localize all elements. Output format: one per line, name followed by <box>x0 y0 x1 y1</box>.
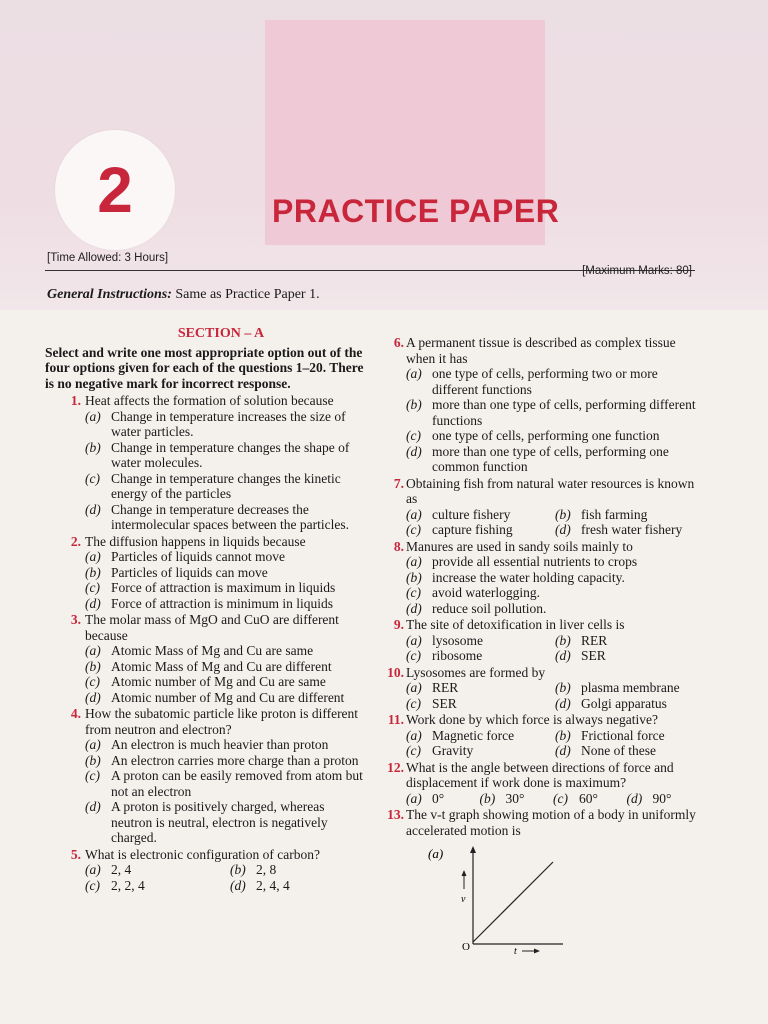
option-text: RER <box>432 680 459 695</box>
option <box>406 601 696 617</box>
option-text: 30° <box>505 790 525 806</box>
option-letter: (a) <box>406 680 422 695</box>
option-text: Change in temperature decreases the intermolecular spaces between the particles. <box>111 501 350 532</box>
option <box>85 737 367 753</box>
question-number: 10. <box>387 664 404 680</box>
option <box>555 633 696 649</box>
option-letter: (b) <box>85 658 101 674</box>
option <box>85 768 367 799</box>
option <box>406 680 547 696</box>
y-axis-label: v <box>461 894 466 905</box>
question <box>384 476 696 538</box>
option-text: None of these <box>581 743 656 758</box>
option-letter: (b) <box>555 680 571 695</box>
option-text: Force of attraction is maximum in liquids <box>111 580 336 595</box>
option-text: A proton is positively charged, whereas neutron is neutral, electron is negatively charged. <box>111 799 328 845</box>
option <box>555 743 696 759</box>
x-axis-label: t <box>514 946 517 954</box>
origin-label: O <box>462 941 470 953</box>
question-number: 5. <box>70 846 81 862</box>
question <box>45 612 367 705</box>
left-question-list <box>45 393 367 893</box>
option <box>627 791 697 807</box>
option-text: RER <box>581 632 608 648</box>
option-letter: (d) <box>555 522 571 537</box>
option-letter: (d) <box>85 595 101 611</box>
option <box>85 878 222 894</box>
option <box>85 659 367 675</box>
option-letter: (d) <box>406 443 422 459</box>
option <box>85 753 367 769</box>
option-text: Atomic number of Mg and Cu are different <box>111 689 345 705</box>
question-text: What is the angle between directions of force and displacement if work done is maximum? <box>406 759 674 790</box>
option-text: SER <box>581 648 606 663</box>
question-number: 8. <box>393 538 404 554</box>
option-text: Change in temperature changes the shape of water molecules. <box>111 439 350 470</box>
option-text: one type of cells, performing one function <box>432 428 660 443</box>
question-number: 11. <box>387 712 404 727</box>
option <box>85 799 367 846</box>
option-letter: (a) <box>406 790 422 806</box>
option-text: Atomic Mass of Mg and Cu are same <box>111 643 314 658</box>
option <box>85 690 367 706</box>
general-instructions-text: Same as Practice Paper 1. <box>171 287 320 302</box>
option-text: plasma membrane <box>581 680 680 695</box>
option <box>85 596 367 612</box>
question-text: How the subatomic particle like proton is different from neutron and electron? <box>85 706 359 737</box>
question-number: 12. <box>387 759 404 775</box>
option-text: Change in temperature increases the size of water particles. <box>111 408 346 439</box>
option <box>555 696 696 712</box>
option <box>555 648 696 664</box>
option <box>555 522 696 538</box>
question <box>384 807 696 958</box>
option-text: Atomic number of Mg and Cu are same <box>111 674 326 689</box>
option-text: fresh water fishery <box>581 522 683 537</box>
question-number: 9. <box>393 617 404 632</box>
option <box>555 680 696 696</box>
option-text: more than one type of cells, performing different functions <box>432 397 696 428</box>
option <box>85 580 367 596</box>
option <box>230 878 367 894</box>
option-letter: (a) <box>406 632 422 648</box>
option-text: Frictional force <box>581 727 665 743</box>
y-axis-arrow-icon <box>470 846 476 853</box>
question <box>384 760 696 807</box>
option-grid <box>406 791 696 807</box>
right-question-list <box>384 335 696 958</box>
paper-number: 2 <box>97 154 133 226</box>
option <box>406 570 696 586</box>
option-letter: (b) <box>230 862 246 877</box>
option-letter: (c) <box>85 674 100 689</box>
option-text: Atomic Mass of Mg and Cu are different <box>111 658 332 674</box>
option-letter: (b) <box>479 790 496 806</box>
question-text: Obtaining fish from natural water resources is known as <box>406 475 695 506</box>
option <box>406 791 476 807</box>
question-text: The site of detoxification in liver cells is <box>406 617 625 632</box>
option-grid <box>406 633 696 664</box>
option-letter: (c) <box>406 695 421 711</box>
option <box>406 743 547 759</box>
option <box>553 791 623 807</box>
question <box>45 393 367 533</box>
question <box>384 617 696 664</box>
option-text: Particles of liquids cannot move <box>111 549 285 564</box>
option-text: fish farming <box>581 506 648 522</box>
question-number: 4. <box>70 706 81 721</box>
question-text: The v-t graph showing motion of a body in uniformly accelerated motion is <box>406 807 696 838</box>
option-text: culture fishery <box>432 506 511 522</box>
option-letter: (b) <box>555 727 571 743</box>
option-letter: (d) <box>626 790 643 806</box>
question <box>45 706 367 846</box>
question-text: What is electronic configuration of carbon? <box>85 846 321 862</box>
option <box>480 791 550 807</box>
option-text: one type of cells, performing two or more different functions <box>432 366 658 397</box>
maximum-marks: [Maximum Marks: 80] <box>582 265 692 277</box>
option <box>406 554 696 570</box>
option-text: Magnetic force <box>432 727 515 743</box>
question-text: Heat affects the formation of solution because <box>85 393 334 408</box>
option-grid <box>406 728 696 759</box>
question <box>45 847 367 894</box>
option-text: 2, 8 <box>256 862 277 877</box>
option-text: An electron is much heavier than proton <box>111 737 329 752</box>
option-letter: (c) <box>85 877 100 893</box>
option-text: Gravity <box>432 743 474 758</box>
option-letter: (a) <box>85 549 101 564</box>
vt-graph <box>428 844 696 958</box>
question-number: 13. <box>387 807 404 822</box>
option <box>406 585 696 601</box>
option-letter: (d) <box>85 799 101 814</box>
left-column <box>45 326 367 893</box>
option-letter: (c) <box>406 522 421 537</box>
paper-number-badge <box>55 130 175 250</box>
option-letter: (a) <box>85 643 101 658</box>
option-text: capture fishing <box>432 522 513 537</box>
option-text: 2, 2, 4 <box>111 877 145 893</box>
option-text: avoid waterlogging. <box>432 585 540 600</box>
option-letter: (b) <box>85 752 101 768</box>
question <box>384 335 696 475</box>
option-text: 0° <box>432 790 445 806</box>
option-letter: (c) <box>85 470 100 486</box>
option <box>406 366 696 397</box>
option <box>85 409 367 440</box>
option-letter: (a) <box>406 366 422 381</box>
option-text: SER <box>432 695 457 711</box>
question-number: 1. <box>70 393 81 408</box>
option-text: 90° <box>652 790 672 806</box>
option <box>85 565 367 581</box>
option-text: Force of attraction is minimum in liquids <box>111 595 333 611</box>
question <box>384 712 696 759</box>
option <box>406 428 696 444</box>
option-letter: (c) <box>406 648 421 663</box>
option-letter: (b) <box>555 632 571 648</box>
vt-line <box>473 862 553 942</box>
graph-option-label: (a) <box>428 846 444 861</box>
option <box>230 862 367 878</box>
general-instructions <box>47 287 320 303</box>
option-letter: (c) <box>406 585 421 600</box>
option-letter: (c) <box>553 790 568 806</box>
option-letter: (d) <box>85 501 101 517</box>
option <box>406 522 547 538</box>
option-letter: (b) <box>555 506 571 522</box>
option-letter: (d) <box>555 648 571 663</box>
question-number: 3. <box>70 612 81 627</box>
vt-graph-svg <box>428 844 568 954</box>
option-letter: (d) <box>555 743 571 758</box>
option-grid <box>406 680 696 711</box>
option <box>85 502 367 533</box>
option-letter: (d) <box>555 695 571 711</box>
question <box>384 665 696 712</box>
option <box>85 440 367 471</box>
option <box>406 507 547 523</box>
right-column <box>384 334 696 958</box>
option-text: Change in temperature changes the kinetic energy of the particles <box>111 470 341 501</box>
question <box>45 534 367 612</box>
question-number: 6. <box>393 335 404 350</box>
option-text: ribosome <box>432 648 483 663</box>
option <box>406 633 547 649</box>
option <box>406 444 696 475</box>
option-text: Particles of liquids can move <box>111 564 268 580</box>
option <box>555 507 696 523</box>
question-text: Work done by which force is always negative? <box>406 712 658 727</box>
option-letter: (c) <box>85 768 100 783</box>
option-text: increase the water holding capacity. <box>432 569 625 585</box>
section-title: SECTION – A <box>177 326 265 341</box>
option <box>406 696 547 712</box>
option <box>85 549 367 565</box>
time-allowed: [Time Allowed: 3 Hours] <box>47 252 169 264</box>
option <box>85 471 367 502</box>
option <box>85 862 222 878</box>
option <box>406 648 547 664</box>
general-instructions-label: General Instructions: <box>47 287 172 302</box>
option <box>85 643 367 659</box>
option-grid <box>406 507 696 538</box>
page-title: PRACTICE PAPER <box>272 193 560 229</box>
t-arrow-icon <box>534 949 540 954</box>
option-text: 2, 4 <box>111 862 132 877</box>
option-text: A proton can be easily removed from atom but not an electron <box>111 768 363 799</box>
option-letter: (a) <box>406 727 422 743</box>
option-letter: (b) <box>406 569 422 585</box>
option <box>406 728 547 744</box>
option <box>85 674 367 690</box>
option <box>555 728 696 744</box>
option-letter: (b) <box>406 397 422 412</box>
question-text: Lysosomes are formed by <box>406 664 546 680</box>
option-letter: (d) <box>230 877 246 893</box>
question-text: A permanent tissue is described as complex tissue when it has <box>406 335 676 366</box>
option-text: An electron carries more charge than a proton <box>111 752 359 768</box>
option-text: 2, 4, 4 <box>256 877 290 893</box>
option-grid <box>85 862 367 893</box>
question-text: Manures are used in sandy soils mainly to <box>406 538 633 554</box>
option-letter: (b) <box>85 439 101 455</box>
option-letter: (a) <box>85 408 101 424</box>
option-text: provide all essential nutrients to crops <box>432 554 638 569</box>
question-number: 7. <box>393 475 404 491</box>
option-letter: (a) <box>85 737 101 752</box>
question-text: The molar mass of MgO and CuO are different because <box>85 612 339 643</box>
option-text: 60° <box>579 790 598 806</box>
option-letter: (c) <box>85 580 100 595</box>
option-letter: (b) <box>85 564 101 580</box>
option-letter: (d) <box>85 689 101 705</box>
option-text: reduce soil pollution. <box>432 600 547 616</box>
question-number: 2. <box>70 533 81 549</box>
option-letter: (d) <box>406 600 422 616</box>
option-letter: (a) <box>85 862 101 877</box>
option-letter: (c) <box>406 743 421 758</box>
option <box>406 397 696 428</box>
section-instruction: Select and write one most appropriate option out of the four options given for each of the questions 1–20. There is no negative mark for incorrect response. <box>45 344 364 391</box>
option-letter: (c) <box>406 428 421 443</box>
option-text: Golgi apparatus <box>581 695 667 711</box>
question <box>384 539 696 617</box>
question-text: The diffusion happens in liquids because <box>85 533 306 549</box>
option-letter: (a) <box>406 506 422 522</box>
option-text: lysosome <box>432 632 484 648</box>
v-arrow-icon <box>462 870 467 876</box>
option-text: more than one type of cells, performing one common function <box>432 443 669 474</box>
option-letter: (a) <box>406 554 422 569</box>
